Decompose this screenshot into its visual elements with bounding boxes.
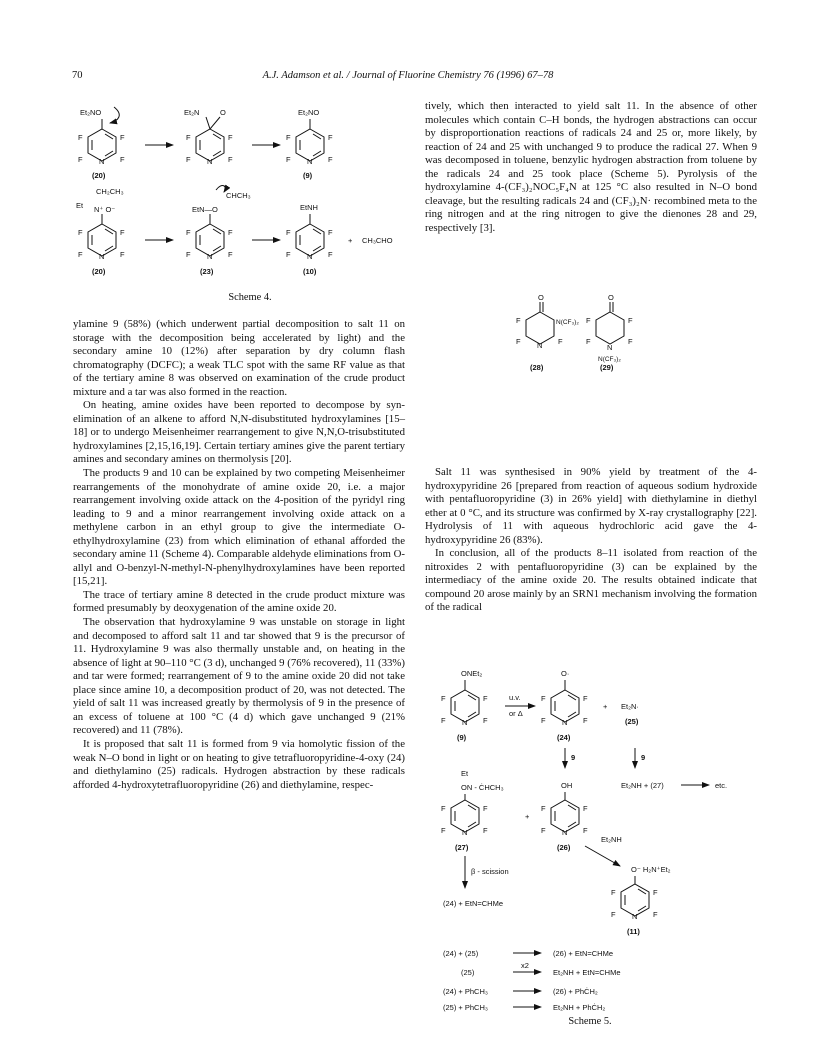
s5-s26: OH	[561, 781, 573, 790]
s5-eq-right: Et₂NH + (27)	[621, 781, 664, 790]
s4-r1-s3: Et₂NO	[298, 108, 320, 117]
scheme-4-caption: Scheme 4.	[228, 292, 272, 303]
s5-arr9a: 9	[571, 753, 576, 762]
s5-equations	[443, 949, 621, 996]
s5-plus2: +	[525, 812, 530, 821]
scheme-5-eq4	[425, 1000, 765, 1014]
s5-l27: (27)	[455, 843, 469, 852]
svg-text:F: F	[628, 316, 633, 325]
svg-text:F: F	[628, 337, 633, 346]
svg-text:F: F	[516, 316, 521, 325]
s5-structure-27	[441, 769, 504, 837]
s5-prod-beta: (24) + EtN=CHMe	[443, 899, 504, 908]
paragraph: The observation that hydroxylamine 9 was unstable on storage in light and decomposed to afford salt 11 and tar showed that 9 is the precursor of 11. Hydroxylamine 9 was also thermally unstable and, on heating in the absence of light at 90–110 °C (3 d), unchanged 9 (76% recovered), 11 (33%) and tar were formed; rearrangement of 9 to the amine oxide 20 did not take place since amine 10, a decomposition product of 20, was not detected. The yield of salt 11 was increased greatly by thermolysis of 9 in the presence of an excess of toluene at 100 °C (4 d) which gave unchanged 9 (21% recovered) and 11 (78%).	[73, 616, 405, 737]
structure-20	[78, 107, 125, 166]
scheme-5-caption: Scheme 5.	[568, 1016, 612, 1027]
s5-eq3-lhs: (24) + PhCH₃	[443, 987, 488, 996]
s5-l26: (26)	[557, 843, 571, 852]
svg-text:F: F	[586, 337, 591, 346]
s5-structure-11	[611, 865, 671, 921]
s4-label-20a: (20)	[92, 171, 106, 180]
s4-label-9: (9)	[303, 171, 313, 180]
page-number: 70	[72, 70, 83, 81]
paragraph: It is proposed that salt 11 is formed from 9 via homolytic fission of the weak N–O bond in light or on heating to give tetrafluoropyridine-4-oxy (24) and diethylamino (25) radicals. Hydrogen abstraction by these radicals afforded 4-hydroxytetrafluoropyridine (26) and diethylamine, respec-	[73, 737, 405, 791]
paragraph: The trace of tertiary amine 8 detected in the crude product mixture was formed presumably by deoxygenation of the amine oxide 20.	[73, 588, 405, 615]
svg-text:F: F	[558, 337, 563, 346]
s5-structure-26	[541, 781, 588, 837]
structure-intermediate	[184, 108, 233, 166]
s4-r2-s2: CHCH₃	[226, 191, 251, 200]
s4-plus: +	[348, 236, 353, 245]
paragraph: tively, which then interacted to yield salt 11. In the absence of other molecules which contain C–H bonds, the hydrogen abstractions can occur by disproportionation reactions of radicals 24 and 25 or, more likely, by reaction of 24 and 25 with unchanged 9 to produce the radical 27. When 9 was decomposed in toluene, benzylic hydrogen abstraction from toluene by the radicals 24 and 25 took place (Scheme 5). Pyrolysis of the hydroxylamine 4-(CF₃)₂NOC₅F₄N at 125 °C also resulted in N–O bond cleavage, but the resulting radicals 24 and (CF₃)₂N· recombined meta to the ring nitrogen and at the ring nitrogen to give the dienones 28 and 29, respectively [3].	[425, 100, 757, 234]
s4-label-20b: (20)	[92, 267, 106, 276]
s5-l25: (25)	[625, 717, 639, 726]
s5-salt: O⁻ H₂N⁺Et₂	[631, 865, 671, 874]
dienone29-substituent: N(CF₃)₂	[598, 356, 621, 363]
s5-et2n: Et₂N·	[621, 702, 639, 711]
s5-s27a: Et	[461, 769, 469, 778]
scheme-5	[425, 656, 765, 1006]
svg-text:N: N	[537, 341, 543, 350]
scheme4-row2	[76, 186, 393, 276]
svg-text:F: F	[516, 337, 521, 346]
dienone-structures	[510, 292, 650, 372]
scheme4-row1	[78, 107, 333, 180]
scheme-4	[70, 100, 410, 310]
dienone28-oxygen: O	[538, 293, 544, 302]
dienone28-substituent: N(CF₃)₂	[556, 319, 579, 326]
right-column-top	[425, 100, 757, 235]
svg-text:N⁺ O⁻: N⁺ O⁻	[94, 205, 116, 214]
s5-et2nh: Et₂NH	[601, 835, 622, 844]
paragraph: In conclusion, all of the products 8–11 isolated from reaction of the nitroxides 2 with pentafluoropyridine (3) can be explained by the intermediacy of the amine oxide 20. The results obtained indicate that compound 20 arose mainly by an SRN1 mechanism involving the formation of the radical	[425, 547, 757, 614]
s4-label-23: (23)	[200, 267, 214, 276]
right-column-mid	[425, 466, 757, 615]
s4-byproduct: CH₃CHO	[362, 236, 393, 245]
s4-r1-s1: Et₂NO	[80, 108, 102, 117]
structure-10	[286, 203, 333, 261]
running-title: A.J. Adamson et al. / Journal of Fluorine Chemistry 76 (1996) 67–78	[262, 70, 554, 81]
s5-l24: (24)	[557, 733, 571, 742]
s4-r2-s1: CH₂CH₃	[96, 187, 124, 196]
svg-text:F: F	[586, 316, 591, 325]
svg-text:N: N	[607, 343, 613, 352]
s5-plus1: +	[603, 702, 608, 711]
paragraph: ylamine 9 (58%) (which underwent partial decomposition to salt 11 on storage with the decomposition being accelerated by light) and the secondary amine 10 (12%) after separation by dry column flash chromatography (DCFC); a weak TLC spot with the same RF value as that of the tertiary amine 8 was observed on examination of the crude product mixture and a tar was also formed in the reaction.	[73, 318, 405, 398]
s5-l9: (9)	[457, 733, 467, 742]
s5-eq2-lhs: (25)	[461, 968, 475, 977]
s4-r2-s1b: Et	[76, 201, 84, 210]
label-29: (29)	[600, 363, 614, 372]
s5-eq1-rhs: (26) + EtN=CHMe	[553, 949, 614, 958]
s5-structure-9	[441, 669, 488, 727]
s5-structure-24	[541, 669, 588, 727]
s5-etc: etc.	[715, 781, 728, 790]
s5-eq4-rhs: Et₂NH + PhĊH₂	[553, 1003, 606, 1012]
s5-arr9b: 9	[641, 753, 646, 762]
structure-23	[186, 186, 251, 261]
s4-r1-s2: Et₂N	[184, 108, 200, 117]
s5-s9: ONEt₂	[461, 669, 483, 678]
s5-beta: β - scission	[471, 867, 509, 876]
s5-radO: O·	[561, 669, 570, 678]
dienone29-oxygen: O	[608, 293, 614, 302]
s5-eq4-lhs: (25) + PhCH₃	[443, 1003, 488, 1012]
s5-eq2-rhs: Et₂NH + EtN=CHMe	[553, 968, 621, 977]
s4-r2-s3: EtNH	[300, 203, 318, 212]
s5-s27b: ON - ĊHCH₃	[461, 783, 504, 792]
svg-text:O: O	[220, 108, 226, 117]
structure-20b	[76, 187, 125, 261]
s4-label-10: (10)	[303, 267, 317, 276]
page-header	[0, 70, 816, 86]
paragraph: The products 9 and 10 can be explained by two competing Meisenheimer rearrangements of the monohydrate of amine oxide 20, i.e. a major rearrangement involving oxide attack on the 4-position of the pyridyl ring leading to 9 and a minor rearrangement involving oxide attack on a methylene carbon in an ethyl group to give the intermediate O-ethylhydroxylamine (23) from which elimination of ethanal afforded the secondary amine 11 (Scheme 4). Comparable aldehyde eliminations from O-allyl and O-benzyl-N-methyl-N-phenylhydroxylamines have been reported [15,21].	[73, 467, 405, 588]
left-column	[73, 318, 405, 792]
s5-cond2: or Δ	[509, 709, 523, 718]
structure-9	[286, 108, 333, 166]
paragraph: On heating, amine oxides have been reported to decompose by syn-elimination of an alkene to afford N,N-disubstituted hydroxylamines [15–18] or to undergo Meisenheimer rearrangement to give N,N,O-trisubstituted hydroxylamines [2,15,16,19]. Certain tertiary amines give the parent tertiary amines and secondary amines on thermolysis [20].	[73, 399, 405, 466]
paragraph: Salt 11 was synthesised in 90% yield by treatment of the 4-hydroxypyridine 26 [prepared from reaction of aqueous sodium hydroxide with pentafluoropyridine (3) in 26% yield] with diethylamine in diethyl ether at 0 °C, and its structure was confirmed by X-ray crystallography [22]. Hydrolysis of 11 with aqueous hydrochloric acid gave the 4-hydroxypyridine 26 (83%).	[425, 466, 757, 546]
label-28: (28)	[530, 363, 544, 372]
s5-cond1: u.v.	[509, 693, 521, 702]
s5-eq1-lhs: (24) + (25)	[443, 949, 479, 958]
s5-eq3-rhs: (26) + PhĊH₂	[553, 987, 598, 996]
svg-text:EtN—O: EtN—O	[192, 205, 218, 214]
s5-l11: (11)	[627, 927, 640, 936]
s5-eq2-cond: x2	[521, 961, 529, 970]
